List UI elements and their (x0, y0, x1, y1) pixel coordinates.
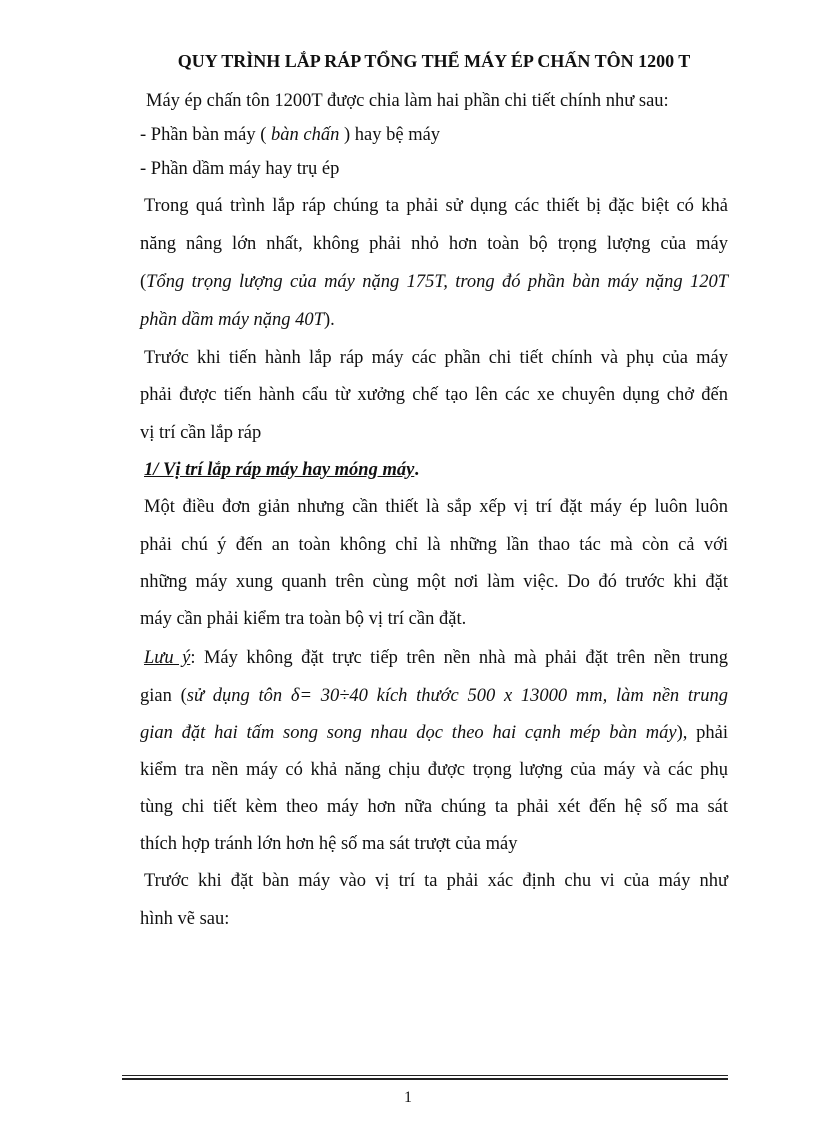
part1-prefix: - Phần bàn máy ( (140, 125, 272, 145)
part1-suffix: ) hay bệ máy (339, 125, 441, 145)
para2-line1 (144, 347, 728, 369)
para3-line3 (140, 571, 728, 593)
para4-line2: hình vẽ sau: (140, 909, 230, 929)
para1-line3 (140, 271, 728, 293)
para1-line3-text (140, 271, 728, 293)
note-line3-italic: gian đặt hai tấm song song nhau dọc theo hai cạnh mép bàn máy (140, 723, 677, 743)
para4-line1 (144, 870, 728, 892)
section1-heading-line (144, 459, 419, 481)
footer-rule-thin (122, 1075, 728, 1076)
intro-line: Máy ép chấn tôn 1200T được chia làm hai phần chi tiết chính như sau: (146, 91, 669, 111)
note-line3 (140, 722, 728, 744)
note-line2 (140, 685, 728, 707)
note-line1-text (144, 647, 728, 669)
note-line3-rest: ), phải (676, 723, 728, 743)
note-line5 (140, 796, 728, 818)
para1-line4-italic: phần dầm máy nặng 40T (140, 310, 324, 330)
para3-line1 (144, 496, 728, 518)
note-line1 (144, 647, 728, 669)
para2-line1-text: Trước khi tiến hành lắp ráp máy các phần chi tiết chính và phụ của máy (144, 348, 728, 368)
para2-line2 (140, 384, 728, 406)
note-line1-rest: : Máy không đặt trực tiếp trên nền nhà mà phải đặt trên nền trung (190, 648, 728, 668)
para1-line3-italic: Tổng trọng lượng của máy nặng 175T, trong đó phần bàn máy nặng 120T (146, 272, 728, 292)
part1-italic: bàn chấn (271, 125, 340, 145)
section1-heading: 1/ Vị trí lắp ráp máy hay móng máy (144, 460, 415, 480)
para2-line3: vị trí cần lắp ráp (140, 423, 262, 443)
note-line2-start: gian ( (140, 686, 187, 706)
para1-close: ). (323, 310, 335, 330)
document-title: QUY TRÌNH LẮP RÁP TỔNG THỂ MÁY ÉP CHẤN TÔN 1200 T (177, 51, 691, 71)
section1-heading-end: . (414, 460, 419, 480)
para3-line3-text: những máy xung quanh trên cùng một nơi làm việc. Do đó trước khi đặt (140, 572, 728, 592)
para1-line2-text: năng nâng lớn nhất, không phải nhỏ hơn toàn bộ trọng lượng của máy (140, 234, 728, 254)
note-line4 (140, 759, 728, 781)
note-line2-italic: sử dụng tôn δ= 30÷40 kích thước 500 x 13000 mm, làm nền trung (186, 686, 728, 706)
part1-line (140, 124, 440, 146)
part2-line: - Phần dầm máy hay trụ ép (140, 159, 340, 179)
note-line3-text (140, 722, 728, 744)
para3-line2-text: phải chú ý đến an toàn không chỉ là những lần thao tác mà còn cả với (140, 535, 728, 555)
note-line6: thích hợp tránh lớn hơn hệ số ma sát trượt của máy (140, 834, 518, 854)
para3-line1-text: Một điều đơn giản nhưng cần thiết là sắp xếp vị trí đặt máy ép luôn luôn (144, 497, 728, 517)
footer-rule-thick (122, 1078, 728, 1080)
para1-line1 (144, 195, 728, 217)
para3-line2 (140, 534, 728, 556)
para4-line1-text: Trước khi đặt bàn máy vào vị trí ta phải xác định chu vi của máy như (144, 871, 728, 891)
page-number: 1 (404, 1089, 412, 1106)
note-line4-text: kiểm tra nền máy có khả năng chịu được trọng lượng của máy và các phụ (140, 760, 728, 780)
para1-open-paren: ( (140, 272, 147, 292)
para1-line2 (140, 233, 728, 255)
note-label: Lưu ý (144, 648, 191, 668)
para2-line2-text: phải được tiến hành cẩu từ xưởng chế tạo lên các xe chuyên dụng chở đến (140, 385, 728, 405)
note-line2-text (140, 685, 728, 707)
para1-line4 (140, 309, 335, 331)
note-line5-text: tùng chi tiết kèm theo máy hơn nữa chúng ta phải xét đến hệ số ma sát (140, 797, 728, 817)
para1-line1-text: Trong quá trình lắp ráp chúng ta phải sử dụng các thiết bị đặc biệt có khả (144, 196, 728, 216)
para3-line4: máy cần phải kiểm tra toàn bộ vị trí cần đặt. (140, 609, 467, 629)
